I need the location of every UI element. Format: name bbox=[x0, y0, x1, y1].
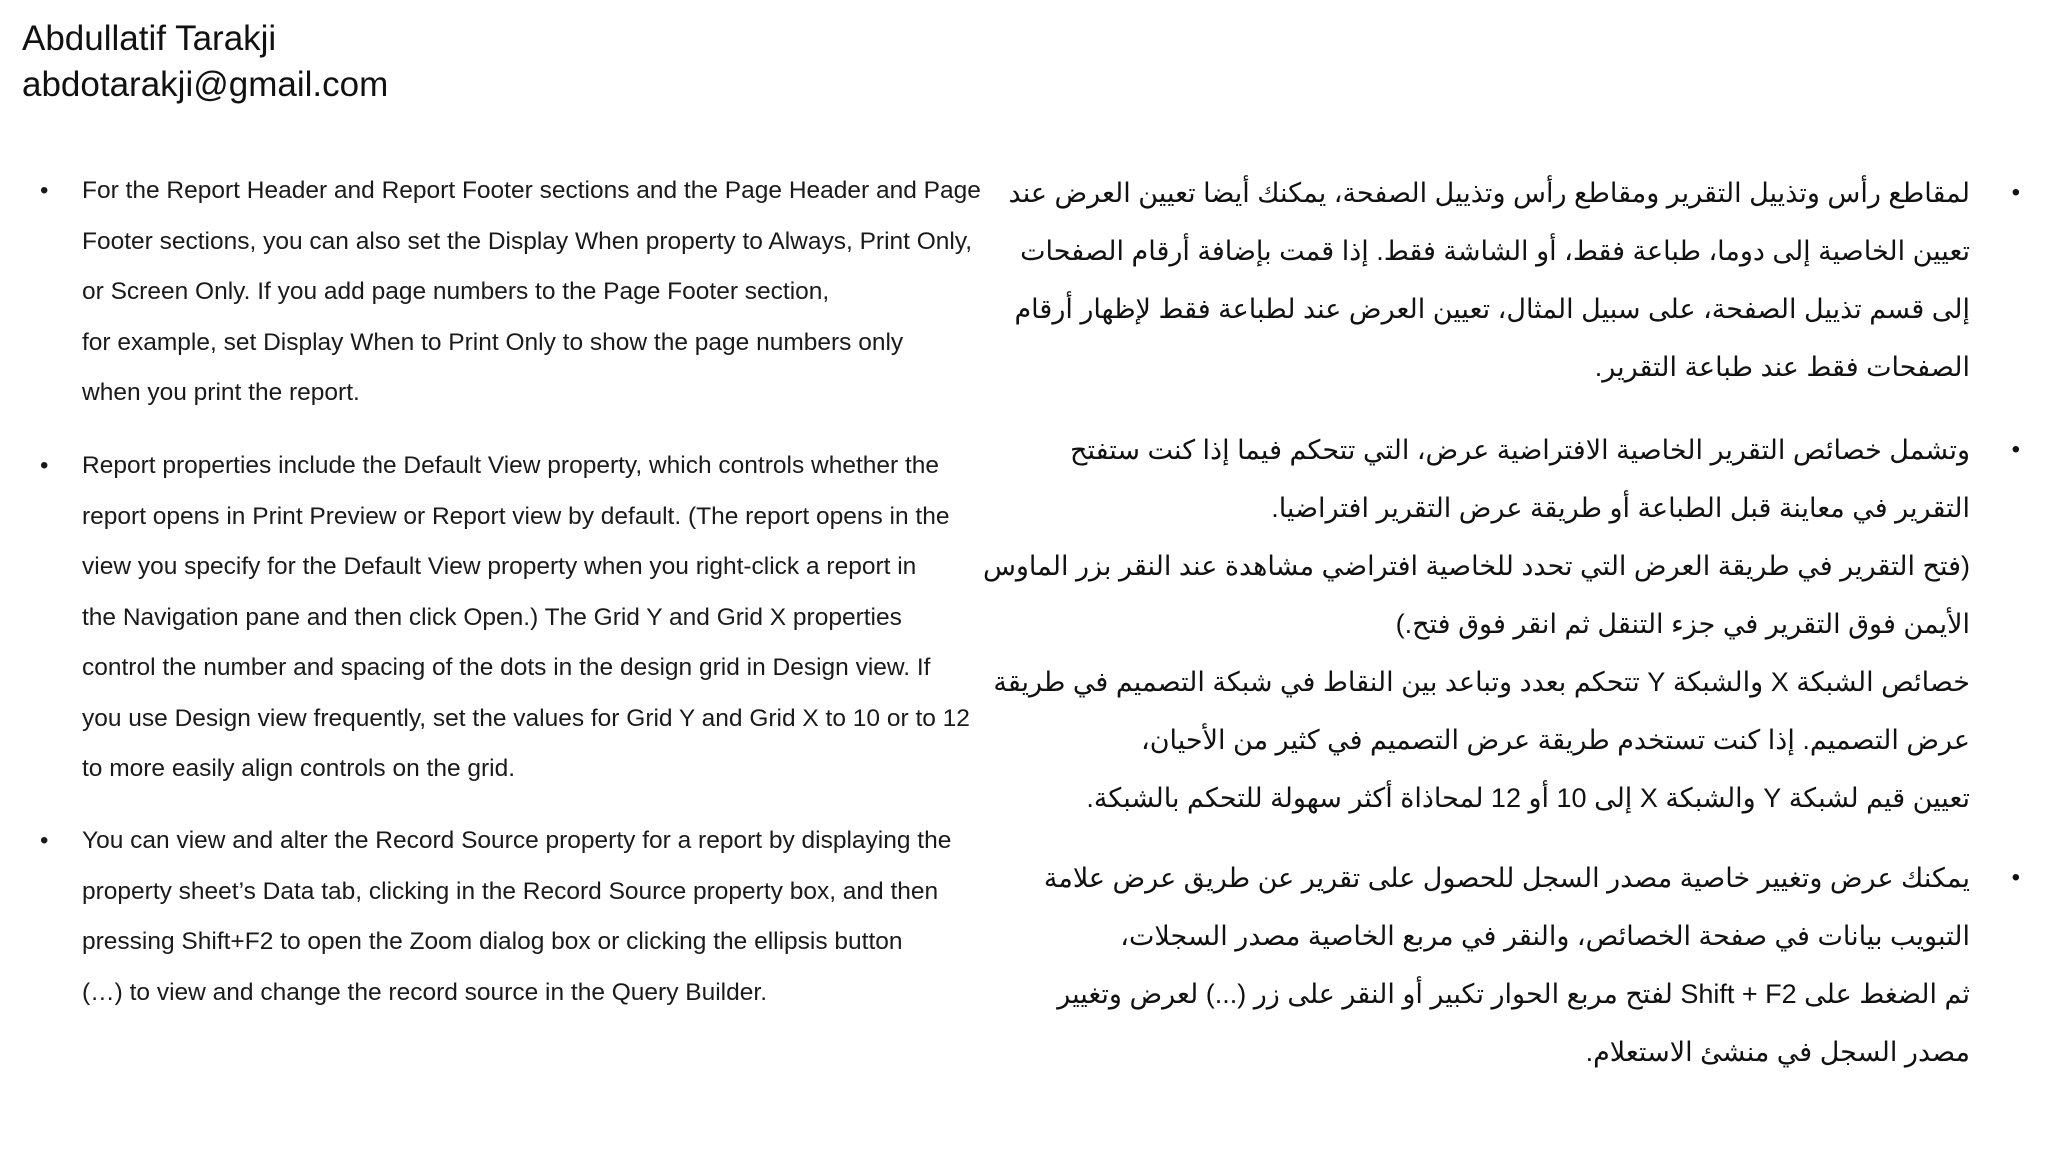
text-line: الصفحات فقط عند طباعة التقرير. bbox=[1594, 352, 1970, 382]
text-line: إلى قسم تذييل الصفحة، على سبيل المثال، تعيين العرض عند لطباعة فقط لإظهار أرقام bbox=[1014, 294, 1970, 324]
text-line: وتشمل خصائص التقرير الخاصية الافتراضية عرض، التي تتحكم فيما إذا كنت ستفتح bbox=[1070, 435, 1970, 465]
author-name: Abdullatif Tarakji bbox=[22, 19, 277, 58]
text-line: الأيمن فوق التقرير في جزء التنقل ثم انقر فوق فتح.) bbox=[1395, 609, 1970, 639]
text-line: when you print the report. bbox=[82, 379, 360, 406]
text-line: you use Design view frequently, set the values for Grid Y and Grid X to 10 or to 12 bbox=[82, 704, 970, 732]
text-line: or Screen Only. If you add page numbers to the Page Footer section, bbox=[82, 278, 830, 305]
text-line: view you specify for the Default View property when you right-click a report in bbox=[82, 553, 917, 580]
text-line: Footer sections, you can also set the Display When property to Always, Print Only, bbox=[82, 227, 973, 255]
text-line: pressing Shift+F2 to open the Zoom dialog box or clicking the ellipsis button bbox=[82, 928, 903, 955]
english-bullet bbox=[40, 166, 1030, 419]
bullet-icon: • bbox=[2011, 179, 2020, 206]
text-line: for example, set Display When to Print Only to show the page numbers only bbox=[82, 328, 904, 356]
text-line: (فتح التقرير في طريقة العرض التي تحدد للخاصية افتراضي مشاهدة عند النقر بزر الماوس bbox=[982, 551, 1970, 581]
text-line: لمقاطع رأس وتذييل التقرير ومقاطع رأس وتذييل الصفحة، يمكنك أيضا تعيين العرض عند bbox=[1008, 178, 1970, 208]
arabic-bullet bbox=[1020, 849, 2020, 1081]
text-line: property sheet’s Data tab, clicking in the Record Source property box, and then bbox=[82, 877, 939, 905]
text-line: (…) to view and change the record source in the Query Builder. bbox=[82, 978, 767, 1006]
text-line: For the Report Header and Report Footer sections and the Page Header and Page bbox=[82, 177, 981, 204]
text-line: خصائص الشبكة X والشبكة Y تتحكم بعدد وتباعد بين النقاط في شبكة التصميم في طريقة bbox=[993, 667, 1970, 697]
text-line: control the number and spacing of the dots in the design grid in Design view. If bbox=[82, 654, 931, 681]
text-line: ثم الضغط على Shift + F2 لفتح مربع الحوار تكبير أو النقر على زر (...) لعرض وتغيير bbox=[1057, 979, 1970, 1009]
arabic-bullet bbox=[982, 421, 2020, 827]
text-line: the Navigation pane and then click Open.) The Grid Y and Grid X properties bbox=[82, 603, 902, 631]
text-line: report opens in Print Preview or Report view by default. (The report opens in the bbox=[82, 502, 950, 530]
text-line: تعيين الخاصية إلى دوما، طباعة فقط، أو الشاشة فقط. إذا قمت بإضافة أرقام الصفحات bbox=[1020, 236, 1970, 266]
text-line: التبويب بيانات في صفحة الخصائص، والنقر في مربع الخاصية مصدر السجلات، bbox=[1120, 921, 1970, 951]
text-line: مصدر السجل في منشئ الاستعلام. bbox=[1585, 1037, 1970, 1067]
text-line: عرض التصميم. إذا كنت تستخدم طريقة عرض التصميم في كثير من الأحيان، bbox=[1141, 725, 1970, 755]
bullet-icon: • bbox=[2011, 864, 2020, 891]
bullet-icon: • bbox=[40, 827, 49, 854]
author-block bbox=[22, 16, 388, 108]
author-email: abdotarakji@gmail.com bbox=[22, 65, 389, 104]
bullet-icon: • bbox=[40, 452, 49, 479]
english-bullet bbox=[40, 441, 1030, 795]
english-bullet bbox=[40, 816, 1030, 1018]
text-line: You can view and alter the Record Source property for a report by displaying the bbox=[82, 827, 952, 854]
text-line: تعيين قيم لشبكة Y والشبكة X إلى 10 أو 12 لمحاذاة أكثر سهولة للتحكم بالشبكة. bbox=[1086, 783, 1970, 813]
text-line: to more easily align controls on the grid. bbox=[82, 755, 516, 782]
text-line: Report properties include the Default View property, which controls whether the bbox=[82, 452, 940, 479]
text-line: التقرير في معاينة قبل الطباعة أو طريقة عرض التقرير افتراضيا. bbox=[1271, 493, 1970, 523]
text-line: يمكنك عرض وتغيير خاصية مصدر السجل للحصول على تقرير عن طريق عرض علامة bbox=[1043, 863, 1970, 893]
bullet-icon: • bbox=[2011, 436, 2020, 463]
bullet-icon: • bbox=[40, 177, 49, 204]
arabic-bullet bbox=[1008, 164, 2020, 396]
